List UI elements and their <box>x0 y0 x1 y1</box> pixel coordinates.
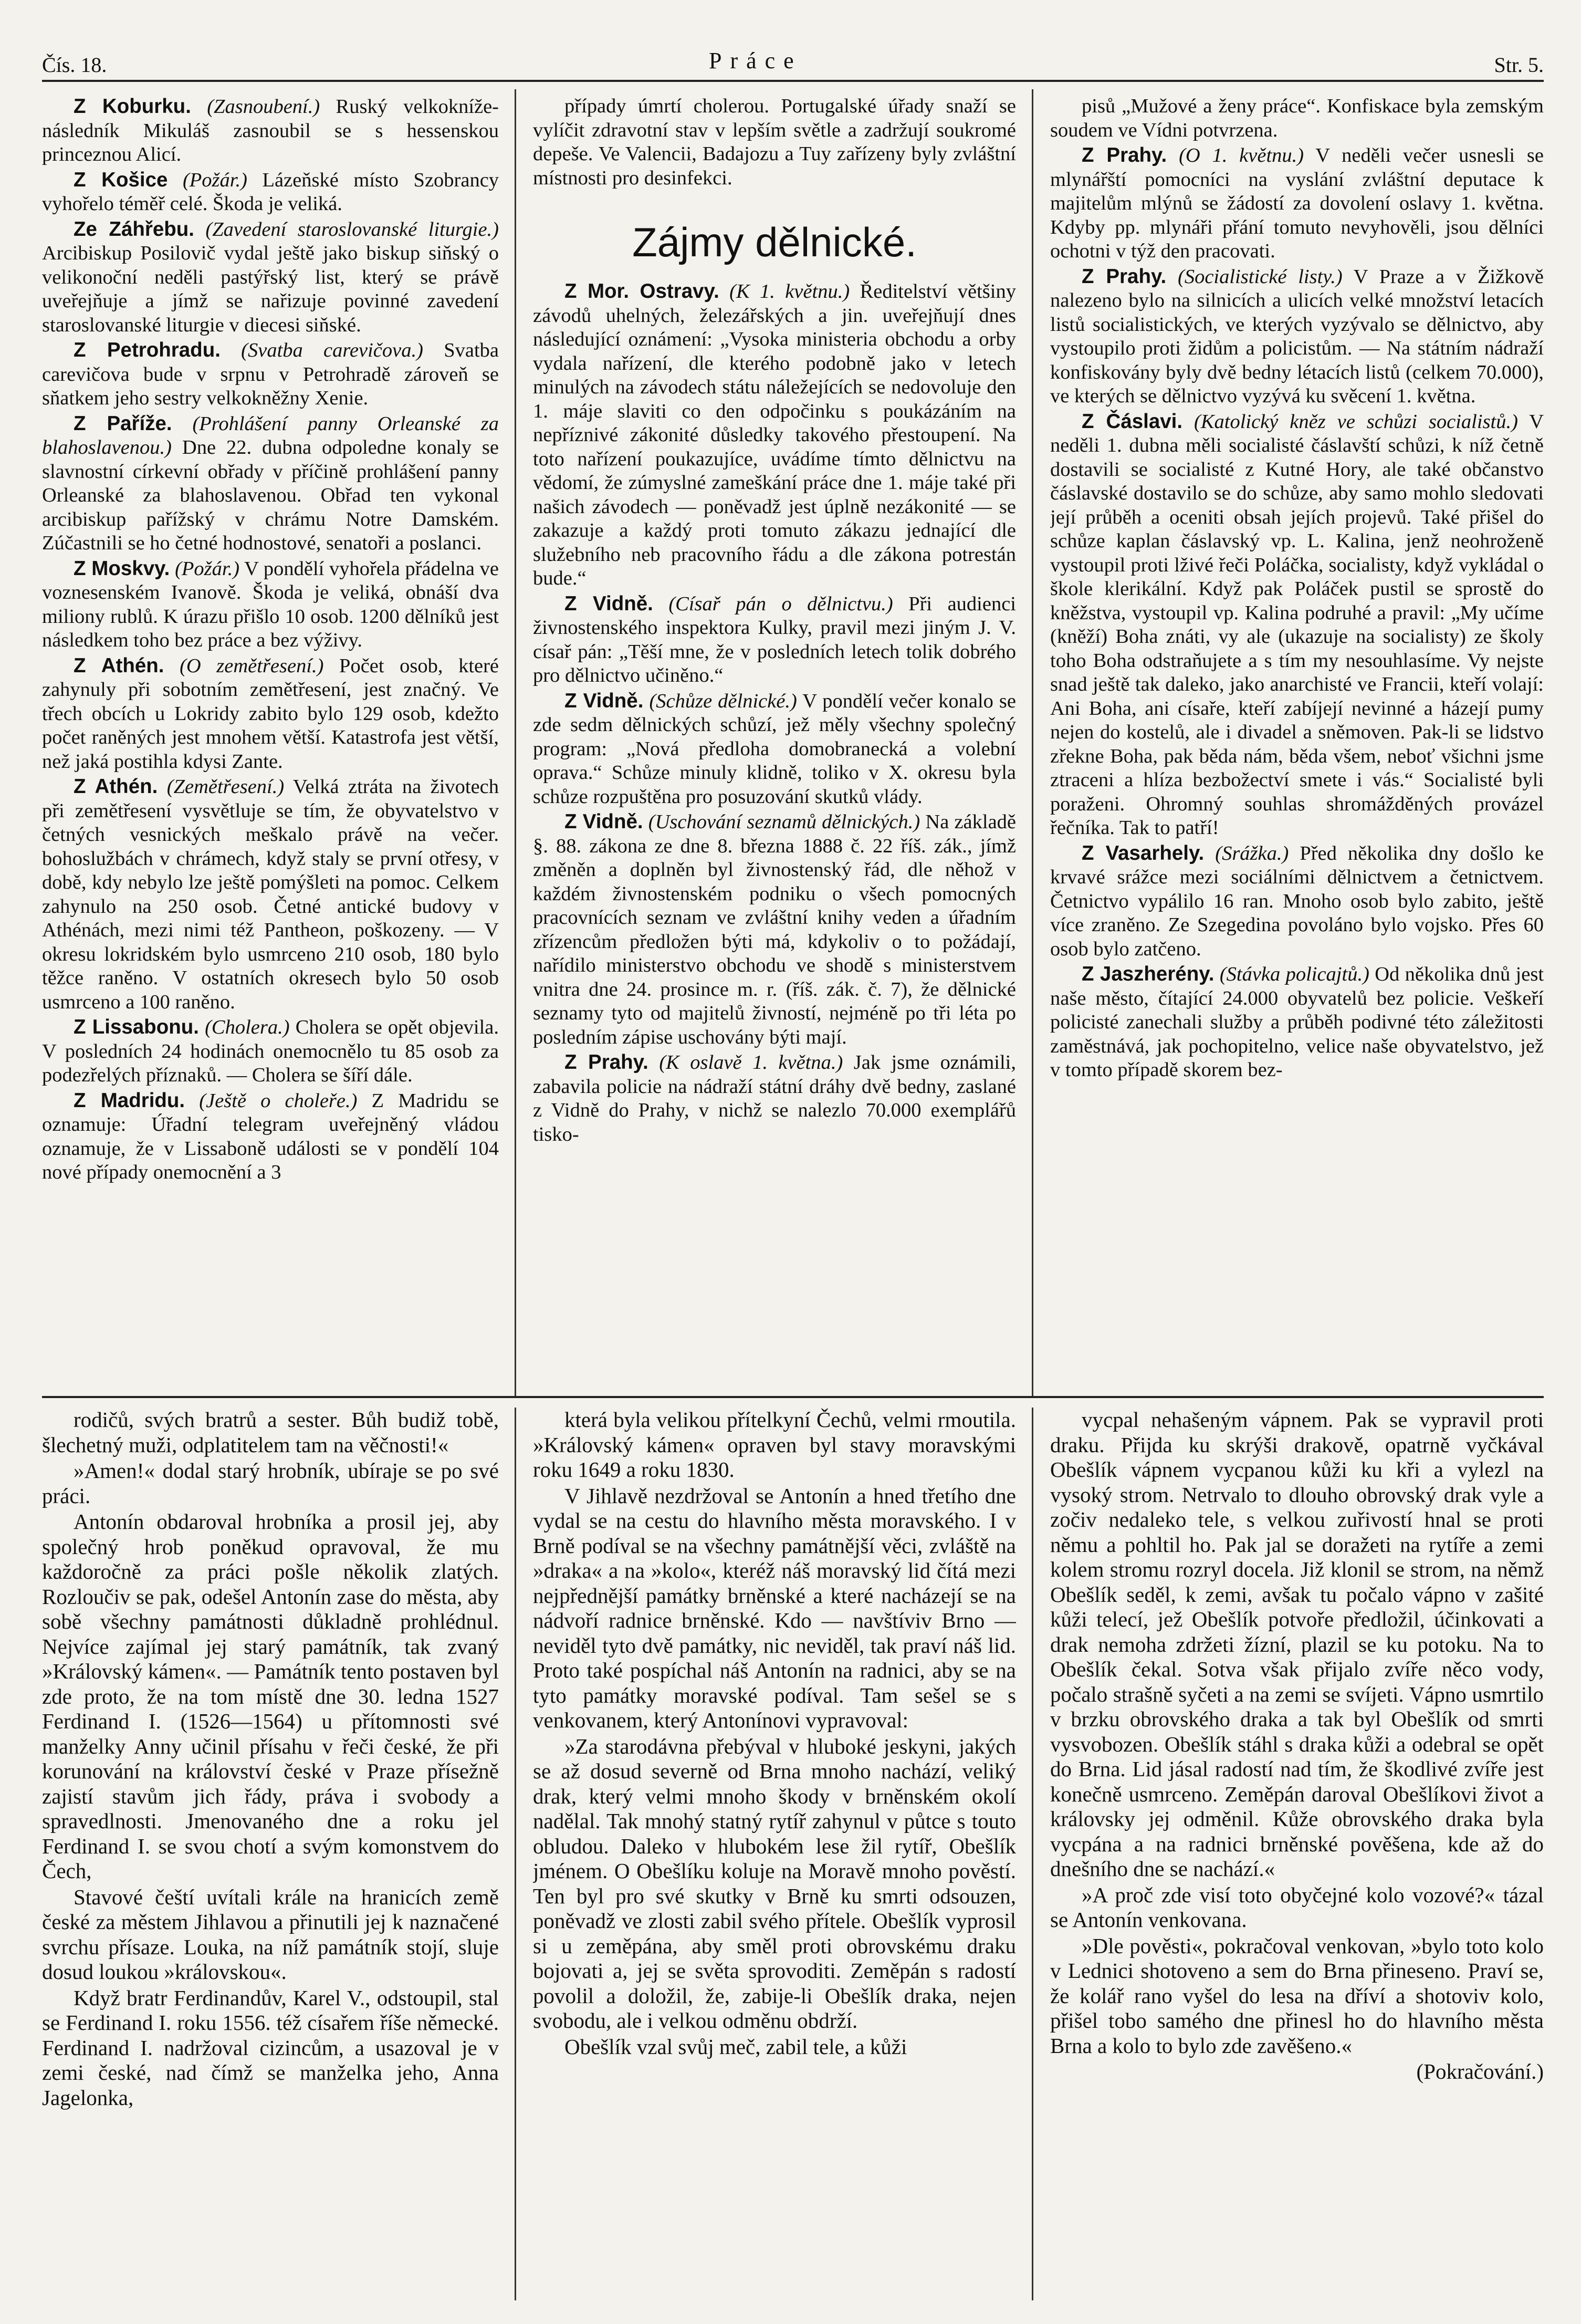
news-continuation: případy úmrtí cholerou. Portugalské úřady snaží se vylíčit zdravotní stav v lepším světle a zadržují soukromé depeše. Ve Valencii, Badajozu a Tuy zařízeny byly zvláštní místnosti pro desinfekci. <box>533 95 1016 189</box>
news-item <box>533 592 1016 688</box>
news-place: Z Košice <box>74 168 168 191</box>
news-headline: (Prohlášení panny Orleanské za blahoslavenou.) <box>42 412 499 458</box>
news-column-2 <box>533 95 1016 1392</box>
news-body: V Praze a v Žižkově nalezeno bylo na silnicích a ulicích velké množství letacích listů socialistických, ve kterých vyzývalo se dělnictvo, aby vystoupilo proti židům a policistům. — Na státním nádraží konfiskovány byly dvě bedny létacích listů (celkem 70.000), ve kterých se dělnictvo vyzývá ku svěcení 1. května. <box>1050 265 1544 407</box>
news-place: Z Paříže. <box>74 412 172 435</box>
news-headline: (Císař pán o dělnictvu.) <box>668 592 893 615</box>
news-headline: (Srážka.) <box>1215 842 1289 864</box>
news-place: Z Madridu. <box>74 1089 185 1112</box>
news-headline: (Katolický kněz ve schůzi socialistů.) <box>1194 410 1518 433</box>
news-place: Z Petrohradu. <box>74 339 221 361</box>
news-headline: (Stávka policajtů.) <box>1219 963 1369 985</box>
news-headline: (Cholera.) <box>205 1016 290 1038</box>
news-headline: (Svatba carevičova.) <box>241 339 423 361</box>
news-headline: (Zemětřesení.) <box>166 776 285 798</box>
news-headline: (K oslavě 1. května.) <box>659 1051 843 1074</box>
news-headline: (K 1. květnu.) <box>729 280 850 303</box>
news-body: Velká ztráta na životech při zemětřesení vysvětluje se tím, že obyvatelstvo v četných vesnických meškalo právě na večer. bohoslužbách v chrámech, když staly se první otřesy, v době, kdy nebylo lze ještě pomýšleti na pomoc. Celkem zahynulo na 250 osob. Četné antické budovy v Athénách, mezi nimi též Pantheon, poškozeny. — V okresu lokridském bylo usmrceno 210 osob, 180 bylo těžce raněno. V ostatních okresech bylo 50 osob usmrceno a 100 raněno. <box>42 776 499 1013</box>
news-headline: (Požár.) <box>175 557 240 580</box>
story-column-3 <box>1050 1408 1544 2300</box>
news-body: Svatba carevičova bude v srpnu v Petrohradě zároveň se sňatkem jeho sestry velkokněžny Xenie. <box>42 339 499 409</box>
news-item <box>42 1015 499 1088</box>
issue-number: Čís. 18. <box>42 53 107 77</box>
story-text <box>1050 1408 1544 2058</box>
news-place: Ze Záhřebu. <box>74 217 194 241</box>
news-body: Při audienci živnostenského inspektora Kulky, pravil mezi jiným J. V. císař pán: „Těší mne, že v posledních letech tolik dobrého pro dělnictvo učiněno.“ <box>533 592 1016 686</box>
news-place: Z Prahy. <box>1082 144 1167 166</box>
news-headline: (Schůze dělnické.) <box>649 690 797 712</box>
news-item <box>42 654 499 774</box>
labor-news-cont <box>1050 143 1544 1082</box>
newspaper-page <box>42 21 1544 2306</box>
story-paragraph: »Za starodávna přebýval v hluboké jeskyni, jakých se až dosud severně od Brna mnoho nachází, veliký drak, který velmi mnoho škody v brněnském okolí nadělal. Tak mnohý statný rytíř zahynul v půtce s touto obludou. Daleko v hlubokém lese žil rytíř, Obešlík jménem. O Obešlíku koluje na Moravě mnoho pověstí. Ten byl pro své skutky v Brně ku smrti odsouzen, poněvadž ve zlosti zabil svého přítele. Obešlík vyprosil si u zeměpána, aby směl proti obrovskému draku bojovati a, jej se světa sprovoditi. Zeměpán s radostí povolil a doložil, že, zabije-li Obešlík draka, nejen svobodu, ale i velkou odměnu obdrží. <box>533 1734 1016 2033</box>
news-column-1 <box>42 95 499 1392</box>
story-paragraph: rodičů, svých bratrů a sester. Bůh budiž tobě, šlechetný muži, odplatitelem tam na věčnosti!« <box>42 1408 499 1457</box>
column-divider <box>515 89 516 1397</box>
news-item <box>42 1089 499 1185</box>
news-headline: (Uschování seznamů dělnických.) <box>648 811 920 833</box>
news-body: Od několika dnů jest naše město, čítající 24.000 obyvatelů bez policie. Veškeří policisté zanechali služby a průběh podivné této záležitosti zaměstnává, jak pochopitelno, velice naše obyvatelstvo, jež v tomto případě skorem bez- <box>1050 963 1544 1081</box>
story-column-1 <box>42 1408 499 2300</box>
news-body: V pondělí večer konalo se zde sedm dělnických schůzí, jež měly všechny společný program: „Nová předloha domobranecká a volební oprava.“ Schůze minuly klidně, toliko v X. okresu byla schůze rozpuštěna pro posuzování skutků vlády. <box>533 690 1016 808</box>
news-place: Z Vidně. <box>564 810 643 833</box>
news-body: V pondělí vyhořela přádelna ve voznesenském Ivanově. Škoda je veliká, obnáší dva miliony rublů. K úrazu přišlo 10 osob. 1200 dělníků jest následkem toho bez práce a bez výživy. <box>42 557 499 651</box>
news-headline: (Požár.) <box>182 169 247 191</box>
news-place: Z Jaszherény. <box>1082 963 1214 985</box>
news-place: Z Vasarhely. <box>1082 841 1205 864</box>
newspaper-title: Práce <box>709 48 802 74</box>
news-place: Z Vidně. <box>564 592 653 615</box>
news-item <box>1050 962 1544 1082</box>
column-divider <box>1032 89 1033 1397</box>
news-place: Z Prahy. <box>564 1051 648 1074</box>
news-headline: (O 1. květnu.) <box>1179 144 1304 166</box>
news-body: Cholera se opět objevila. V posledních 24 hodinách onemocnělo tu 85 osob za podezřelých příznaků. — Cholera se šíří dále. <box>42 1016 499 1086</box>
news-item <box>533 689 1016 809</box>
news-item <box>42 557 499 653</box>
news-place: Z Lissabonu. <box>74 1016 199 1038</box>
labor-news <box>533 279 1016 1147</box>
news-item <box>42 775 499 1014</box>
news-place: Z Athén. <box>74 654 164 677</box>
news-place: Z Koburku. <box>74 95 191 118</box>
story-paragraph: Když bratr Ferdinandův, Karel V., odstoupil, stal se Ferdinand I. roku 1556. též císařem říše německé. Ferdinand I. nadržoval cizincům, a usazoval je v zemi české, nad čímž se manželka jeho, Anna Jagelonka, <box>42 1985 499 2110</box>
news-body: Dne 22. dubna odpoledne konaly se slavnostní církevní obřady v příčině prohlášení panny Orleanské za blahoslavenou. Obřad ten vykonal arcibiskup pařížský v chrámu Notre Damském. Zúčastnili se ho četné hodnostové, senatoři a poslanci. <box>42 436 499 554</box>
news-place: Z Vidně. <box>564 689 644 712</box>
news-body: Před několika dny došlo ke krvavé srážce mezi sociálními dělnictvem a četnictvem. Četnictvo vypálilo 16 ran. Mnoho osob bylo zabito, ještě více zraněno. Ze Szegedina povoláno bylo vojsko. Přes 60 osob bylo zatčeno. <box>1050 842 1544 960</box>
news-item <box>1050 143 1544 264</box>
news-body: Arcibiskup Posilovič vydal ještě jako biskup siňský o velikonoční neděli pastýřský list, který se právě uveřejňuje a jímž se nařizuje povinné zavedení staroslovanské liturgie v diecesi siňské. <box>42 242 499 336</box>
news-headline: (Zavedení staroslovanské liturgie.) <box>205 218 499 241</box>
news-place: Z Athén. <box>74 775 158 798</box>
news-item <box>533 810 1016 1049</box>
story-paragraph: Obešlík vzal svůj meč, zabil tele, a kůži <box>564 2034 907 2059</box>
news-body: Jak jsme oznámili, zabavila policie na nádraží státní dráhy dvě bedny, zaslané z Vidně do Prahy, v nichž se nalezlo 70.000 exemplářů tisko- <box>533 1051 1016 1145</box>
news-item <box>42 412 499 556</box>
news-body: V neděli večer usnesli se mlynářští pomocníci na vyslání zvláštní deputace k majitelům mlýnů se žádostí za dovolení oslavy 1. května. Kdyby pp. mlynáři přání tomuto nevyhověli, jsou dělníci ochotni v týž den pracovati. <box>1050 144 1544 262</box>
news-item <box>1050 841 1544 962</box>
news-item <box>1050 410 1544 840</box>
news-place: Z Moskvy. <box>74 557 170 580</box>
news-place: Z Prahy. <box>1082 265 1167 288</box>
story-paragraph: »Dle pověsti«, pokračoval venkovan, »bylo toto kolo v Lednici shotoveno a sem do Brna přineseno. Praví se, že kolář rano vyšel do lesa na dříví a shotoviv kolo, přišel tobo samého dne přinesl ho do hlavního města Brna a kolo to bylo zde zavěšeno.« <box>1050 1933 1544 2058</box>
feuilleton-rule <box>42 1396 1544 1398</box>
page-number: Str. 5. <box>1494 53 1544 77</box>
news-item <box>533 279 1016 591</box>
news-item <box>42 95 499 167</box>
page-header <box>42 32 1544 79</box>
column-divider <box>515 1408 516 2300</box>
column-divider <box>1032 1408 1033 2300</box>
news-body: V neděli 1. dubna měli socialisté čáslavští schůzi, k níž četně dostavili se socialisté z Kutné Hory, ale také občanstvo čáslavské dostavilo se do schůze, aby samo mohlo sledovati její průběh a oceniti obsah jejích projevů. Také přišel do schůze kaplan čáslavský vp. L. Kalina, jenž neohroženě vystoupil proti lživé řeči Poláčka, socialisty, když vykládal o škole klerikální. Když pak Poláček pustil se sprostě do kněžstva, vystoupil vp. Kalina podruhé a pravil: „My učíme (kněží) Boha znáti, vy ale (ukazuje na socialisty) ze školy toho Boha odstraňujete a s tím my nesouhlasíme. Vy nejste snad ještě tak daleko, jako anarchisté ve Francii, kteří volají: Ani Boha, ani císaře, kteří zabíjejí nevinné a házejí pumy nejen do kostelů, ale i divadel a sněmoven. Pak-li se lidstvo zřekne Boha, pak běda nám, běda všem, neboť všichni jsme ztraceni a hlíza bezbožectví smete i vás.“ Socialisté byli poraženi. Ohromný souhlas shromážděných provázel řečníka. Tak to patří! <box>1050 410 1544 839</box>
news-body: Z Madridu se oznamuje: Úřadní telegram uveřejněný vládou oznamuje, že v Lissaboně události se v pondělí 104 nové případy onemocnění a 3 <box>42 1089 499 1183</box>
news-body: Lázeňské místo Szobrancy vyhořelo téměř celé. Škoda je veliká. <box>42 169 499 215</box>
story-paragraph: vycpal nehašeným vápnem. Pak se vypravil proti draku. Přijda ku skrýši drakově, opatrně vyčkával Obešlík vápnem vycpanou kůži ku kři a vylezl na vysoký strom. Netrvalo to dlouho obrovský drak vyle a zočiv nedaleko tele, s velkou zuřivostí hnal se proti němu a pohltil ho. Pak jal se doražeti na rytíře a zemi kolem stromu rozryl docela. Již klonil se strom, na němž Obešlík seděl, k zemi, avšak tu počalo vápno v zašité kůži telecí, jež Obešlík potvoře předložil, účinkovati a drak nemohа zdržeti žízní, plazil se ku potoku. Na to Obešlík čekal. Sotva však přijalo zvíře něco vody, počalo strašně syčeti a na zemi se svíjeti. Vápno usmrtilo v brzku obrovského draka a tak byl Obešlík od smrti vysvobozen. Obešlík stáhl s draka kůži a odebral se opět do Brna. Lid jásal radostí nad tím, že škodlivé zvíře jest konečně usmrceno. Zeměpán daroval Obešlíkovi život a královsky jej odměnil. Kůže obrovského draka byla vycpána a na radnici brněnské pověšena, kde až do dnešního dne se nachází.« <box>1050 1408 1544 1881</box>
story-paragraph: která byla velikou přítelkyní Čechů, velmi rmoutila. »Královský kámen« opraven byl stavy moravskými roku 1649 a roku 1830. <box>533 1408 1016 1482</box>
news-body: Ředitelství většiny závodů uhelných, železářských a jin. uveřejňují dnes následující oznámení: „Vysoka ministeria obchodu a orby vydala nařízení, dle kterého podobně jako v letech minulých na závodech státu náležejících se nedovoluje den 1. máje slaviti co den odpočinku s poukázáním na nepříznivé zákonité důsledky takového přestoupení. Na toto nařízení poukazujíce, uvádíme tímto dělnictvu na vědomí, že zúmyslné zameškání práce dne 1. máje také při našich závodech — poněvadž jest úplně nezákonité — se zakazuje a každý proti tomuto zákazu jednající dle služebního neb pracovního řádu a dle zákona potrestán bude.“ <box>533 280 1016 589</box>
news-place: Z Mor. Ostravy. <box>564 280 719 303</box>
news-column-3 <box>1050 95 1544 1392</box>
story-paragraph: »Amen!« dodal starý hrobník, ubíraje se po své práci. <box>42 1458 499 1508</box>
news-headline: (Ještě o choleře.) <box>199 1089 358 1112</box>
story-paragraph: V Jihlavě nezdržoval se Antonín a hned třetího dne vydal se na cestu do hlavního města moravského. I v Brně podíval se na všechny památnější věci, zvláště na »draka« a na »kolo«, kteréž náš moravský lid čítá mezi nejpřednější památky brněnské a které nacházejí se na nádvoří radnice brněnské. Kdo — navštíviv Brno — neviděl tyto dvě památky, nic neviděl, tak praví náš lid. Proto také pospíchal náš Antonín na radnici, aby se na tyto památky moravské podíval. Tam sešel se s venkovanem, který Antonínovi vypravoval: <box>533 1483 1016 1732</box>
news-item <box>42 217 499 338</box>
news-body: Ruský velkokníže-následník Mikuláš zasnoubil se s hessenskou princeznou Alicí. <box>42 96 499 165</box>
story-paragraph: »A proč zde visí toto obyčejné kolo vozové?« tázal se Antonín venkovana. <box>1050 1882 1544 1932</box>
news-headline: (O zemětřesení.) <box>180 654 324 677</box>
news-item <box>1050 265 1544 409</box>
news-headline: (Socialistické listy.) <box>1178 265 1343 288</box>
continued-note: (Pokračování.) <box>1416 2059 1544 2083</box>
news-body: Na základě §. 88. zákona ze dne 8. března 1888 č. 22 říš. zák., jímž změněn a doplněn byl živnostenský řád, dle něhož v každém živnostenském podniku o všech pomocných pracovnících seznam ve zvláštní knihy veden a úřadním zřízencům předložen býti má, kdykoliv o to požádají, nařídilo ministerstvo obchodu ve shodě s ministerstvem vnitra dne 24. prosince m. r. (říš. zák. č. 7), že dělnické seznamy tyto od majitelů živností, nejméně po tři léta po posledním zápise uschovány býti mají. <box>533 811 1016 1048</box>
story-paragraph: Antonín obdaroval hrobníka a prosil jej, aby společný hrob poněkud opravoval, že mu každoročně za práci pošle několik zlatých. Rozloučiv se pak, odešel Antonín zase do města, aby sobě všechny památnosti důkladně prohlédnul. Nejvíce zajímal jej starý památník, tak zvaný »Královský kámen«. — Památník tento postaven byl zde proto, že na tom místě dne 30. ledna 1527 Ferdinand I. (1526—1564) u přítomnosti své manželky Anny učinil přísahu v řeči české, že při korunování na království české v Praze přísežně zajistí stavům jich řády, práva i svobody a spravedlnosti. Jmenovaného dne a roku jel Ferdinand I. se svou chotí a svým komonstvem do Čech, <box>42 1509 499 1883</box>
story-paragraph: Stavové čeští uvítali krále na hranicích země české za městem Jihlavou a přinutili jej k naznačené svrchu přísaze. Louka, na níž památník stojí, slujе dosud loukou »královskou«. <box>42 1884 499 1984</box>
news-item <box>42 338 499 411</box>
news-item <box>42 168 499 216</box>
story-column-2 <box>533 1408 1016 2300</box>
news-place: Z Čáslavi. <box>1082 410 1183 433</box>
header-rule <box>42 80 1544 82</box>
news-headline: (Zasnoubení.) <box>207 96 320 118</box>
news-item <box>533 1050 1016 1147</box>
section-title: Zájmy dělnické. <box>632 219 917 265</box>
news-body: Počet osob, které zahynuly při sobotním zemětřesení, jest značný. Ve třech obcích u Lokridy zabito bylo 129 osob, kdežto počet raněných jest mnohem větší. Katastrofa jest větší, než jaká postihla kdysi Zante. <box>42 654 499 773</box>
news-continuation: pisů „Mužové a ženy práce“. Konfiskace byla zemským soudem ve Vídni potvrzena. <box>1050 95 1544 141</box>
